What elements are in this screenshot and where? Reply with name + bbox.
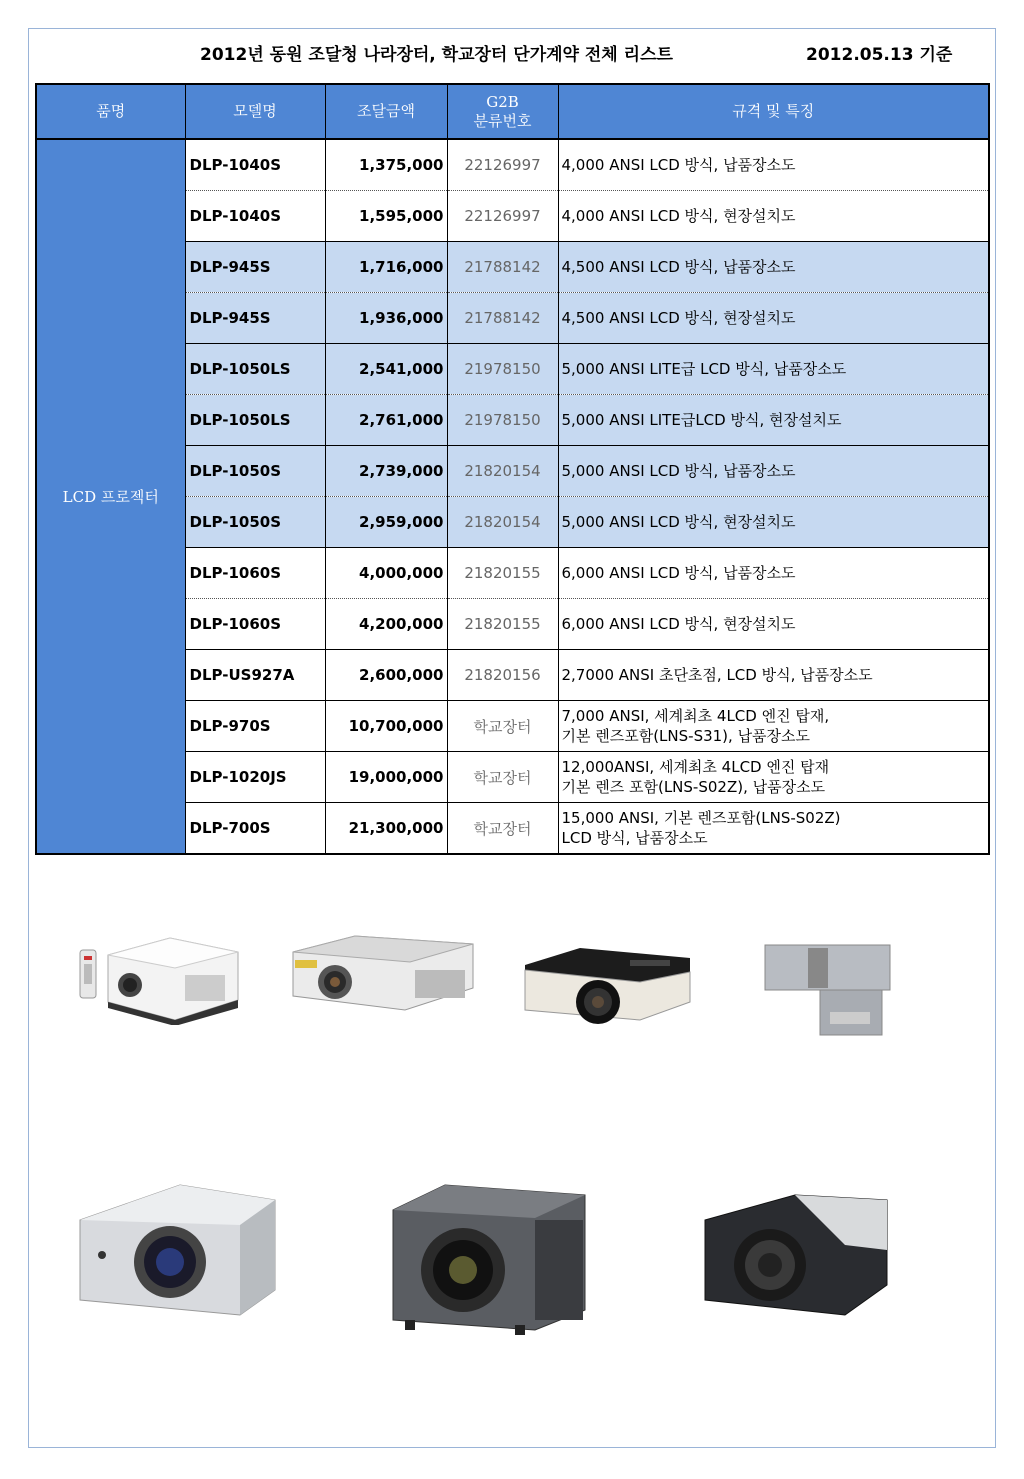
col-header-g2b-line1: G2B (486, 92, 519, 111)
table-row (36, 139, 989, 191)
spec-cell: 4,000 ANSI LCD 방식, 납품장소도 (558, 139, 989, 191)
spec-cell: 5,000 ANSI LCD 방식, 현장설치도 (558, 497, 989, 548)
code-cell: 학교장터 (447, 701, 558, 752)
spec-cell: 4,000 ANSI LCD 방식, 현장설치도 (558, 191, 989, 242)
spec-line-1: 12,000ANSI, 세계최초 4LCD 엔진 탑재 (561, 758, 830, 776)
code-cell: 21788142 (447, 242, 558, 293)
price-list-table (35, 83, 990, 855)
spec-cell: 5,000 ANSI LCD 방식, 납품장소도 (558, 446, 989, 497)
spec-line-2: LCD 방식, 납품장소도 (561, 829, 708, 847)
code-cell: 학교장터 (447, 752, 558, 803)
price-cell: 2,600,000 (325, 650, 447, 701)
model-cell: DLP-1050S (185, 497, 325, 548)
col-header-item: 품명 (36, 84, 185, 139)
price-cell: 2,761,000 (325, 395, 447, 446)
spec-cell (558, 803, 989, 855)
price-cell: 4,000,000 (325, 548, 447, 599)
price-cell: 4,200,000 (325, 599, 447, 650)
model-cell: DLP-1060S (185, 548, 325, 599)
reference-date: 2012.05.13 기준 (806, 45, 953, 65)
model-cell: DLP-1040S (185, 139, 325, 191)
price-cell: 1,375,000 (325, 139, 447, 191)
spec-cell (558, 752, 989, 803)
model-cell: DLP-945S (185, 293, 325, 344)
projector-photo-2 (285, 930, 480, 1015)
code-cell: 21820154 (447, 446, 558, 497)
spec-line-1: 15,000 ANSI, 기본 렌즈포함(LNS-S02Z) (561, 809, 841, 827)
col-header-spec: 규격 및 특징 (558, 84, 989, 139)
price-cell: 10,700,000 (325, 701, 447, 752)
spec-cell: 6,000 ANSI LCD 방식, 현장설치도 (558, 599, 989, 650)
page-title: 2012년 동원 조달청 나라장터, 학교장터 단가계약 전체 리스트 (200, 45, 673, 65)
price-cell: 2,959,000 (325, 497, 447, 548)
spec-cell: 5,000 ANSI LITE급LCD 방식, 현장설치도 (558, 395, 989, 446)
col-header-g2b-line2: 분류번호 (473, 111, 532, 130)
spec-line-2: 기본 렌즈 포함(LNS-S02Z), 납품장소도 (561, 778, 826, 796)
price-cell: 19,000,000 (325, 752, 447, 803)
model-cell: DLP-700S (185, 803, 325, 855)
price-cell: 1,936,000 (325, 293, 447, 344)
spec-line-1: 7,000 ANSI, 세계최초 4LCD 엔진 탑재, (561, 707, 830, 725)
code-cell: 21820154 (447, 497, 558, 548)
col-header-g2b (447, 84, 558, 139)
category-cell: LCD 프로젝터 (36, 139, 185, 854)
code-cell: 22126997 (447, 191, 558, 242)
projector-photo-1 (75, 930, 245, 1025)
spec-line-2: 기본 렌즈포함(LNS-S31), 납품장소도 (561, 727, 811, 745)
price-cell: 1,716,000 (325, 242, 447, 293)
price-cell: 2,541,000 (325, 344, 447, 395)
code-cell: 22126997 (447, 139, 558, 191)
projector-photo-5 (70, 1180, 285, 1330)
code-cell: 21820155 (447, 599, 558, 650)
model-cell: DLP-970S (185, 701, 325, 752)
code-cell: 21820156 (447, 650, 558, 701)
model-cell: DLP-US927A (185, 650, 325, 701)
code-cell: 21978150 (447, 395, 558, 446)
projector-photo-6 (385, 1180, 595, 1340)
spec-cell: 6,000 ANSI LCD 방식, 납품장소도 (558, 548, 989, 599)
model-cell: DLP-1050LS (185, 395, 325, 446)
model-cell: DLP-1020JS (185, 752, 325, 803)
model-cell: DLP-945S (185, 242, 325, 293)
model-cell: DLP-1050LS (185, 344, 325, 395)
model-cell: DLP-1060S (185, 599, 325, 650)
spec-cell: 4,500 ANSI LCD 방식, 현장설치도 (558, 293, 989, 344)
code-cell: 학교장터 (447, 803, 558, 855)
code-cell: 21978150 (447, 344, 558, 395)
projector-photo-4 (760, 940, 895, 1040)
price-cell: 2,739,000 (325, 446, 447, 497)
projector-photo-3 (520, 940, 695, 1030)
code-cell: 21788142 (447, 293, 558, 344)
table-header-row (36, 84, 989, 139)
spec-cell: 4,500 ANSI LCD 방식, 납품장소도 (558, 242, 989, 293)
code-cell: 21820155 (447, 548, 558, 599)
price-cell: 21,300,000 (325, 803, 447, 855)
spec-cell: 5,000 ANSI LITE급 LCD 방식, 납품장소도 (558, 344, 989, 395)
spec-cell: 2,7000 ANSI 초단초점, LCD 방식, 납품장소도 (558, 650, 989, 701)
price-cell: 1,595,000 (325, 191, 447, 242)
spec-cell (558, 701, 989, 752)
col-header-price: 조달금액 (325, 84, 447, 139)
projector-photo-7 (695, 1190, 895, 1320)
model-cell: DLP-1050S (185, 446, 325, 497)
model-cell: DLP-1040S (185, 191, 325, 242)
col-header-model: 모델명 (185, 84, 325, 139)
